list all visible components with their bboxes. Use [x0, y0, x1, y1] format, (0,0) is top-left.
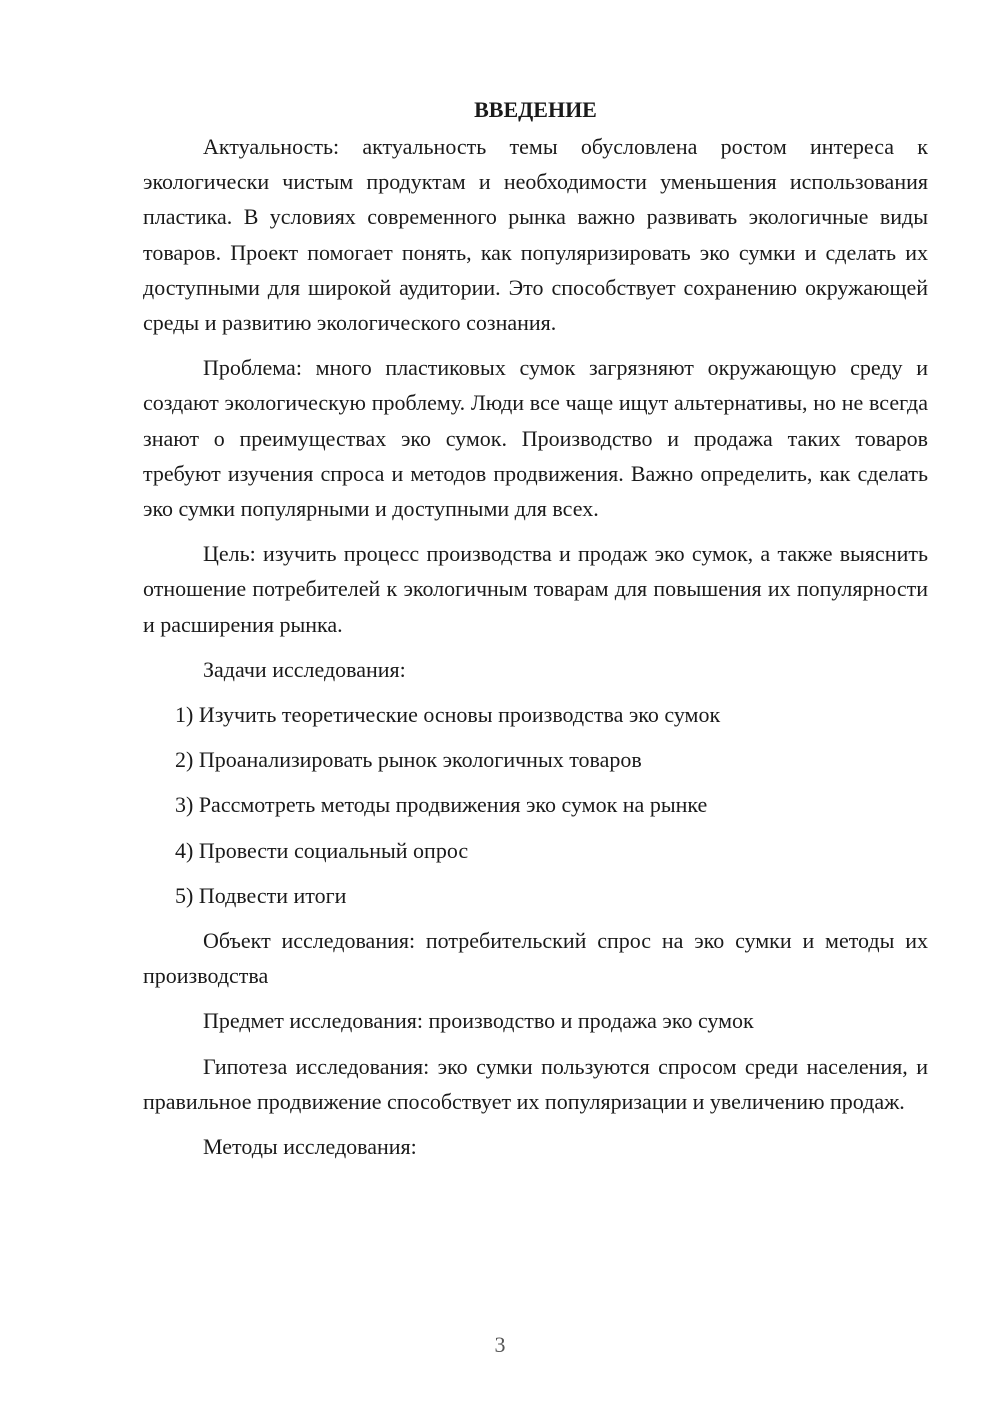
relevance-paragraph: Актуальность: актуальность темы обусловлена ростом интереса к экологически чистым продуктам и необходимости уменьшения использования пластика. В условиях современного рынка важно развивать экологичные виды товаров. Проект помогает понять, как популяризировать эко сумки и сделать их доступными для широкой аудитории. Это способствует сохранению окружающей среды и развитию экологического сознания.	[143, 134, 928, 336]
task-item: 5) Подвести итоги	[175, 882, 347, 908]
tasks-list	[143, 697, 928, 913]
document-page	[143, 92, 928, 1174]
tasks-heading: Задачи исследования:	[203, 656, 406, 682]
task-item: 4) Провести социальный опрос	[175, 837, 469, 863]
page-number: 3	[494, 1332, 506, 1357]
methods-heading: Методы исследования:	[203, 1134, 417, 1160]
task-item: 2) Проанализировать рынок экологичных товаров	[175, 747, 642, 773]
section-title: ВВЕДЕНИЕ	[474, 97, 597, 122]
subject-paragraph: Предмет исследования: производство и продажа эко сумок	[203, 1008, 754, 1034]
goal-paragraph: Цель: изучить процесс производства и продаж эко сумок, а также выяснить отношение потребителей к экологичным товарам для повышения их популярности и расширения рынка.	[143, 541, 928, 637]
hypothesis-paragraph: Гипотеза исследования: эко сумки пользуются спросом среди населения, и правильное продвижение способствует их популяризации и увеличению продаж.	[143, 1053, 928, 1114]
task-item: 3) Рассмотреть методы продвижения эко сумок на рынке	[175, 792, 708, 818]
object-paragraph: Объект исследования: потребительский спрос на эко сумки и методы их производства	[143, 928, 928, 989]
task-item: 1) Изучить теоретические основы производства эко сумок	[175, 702, 721, 728]
problem-paragraph: Проблема: много пластиковых сумок загрязняют окружающую среду и создают экологическую проблему. Люди все чаще ищут альтернативы, но не всегда знают о преимуществах эко сумок. Производство и продажа таких товаров требуют изучения спроса и методов продвижения. Важно определить, как сделать эко сумки популярными и доступными для всех.	[143, 355, 928, 522]
